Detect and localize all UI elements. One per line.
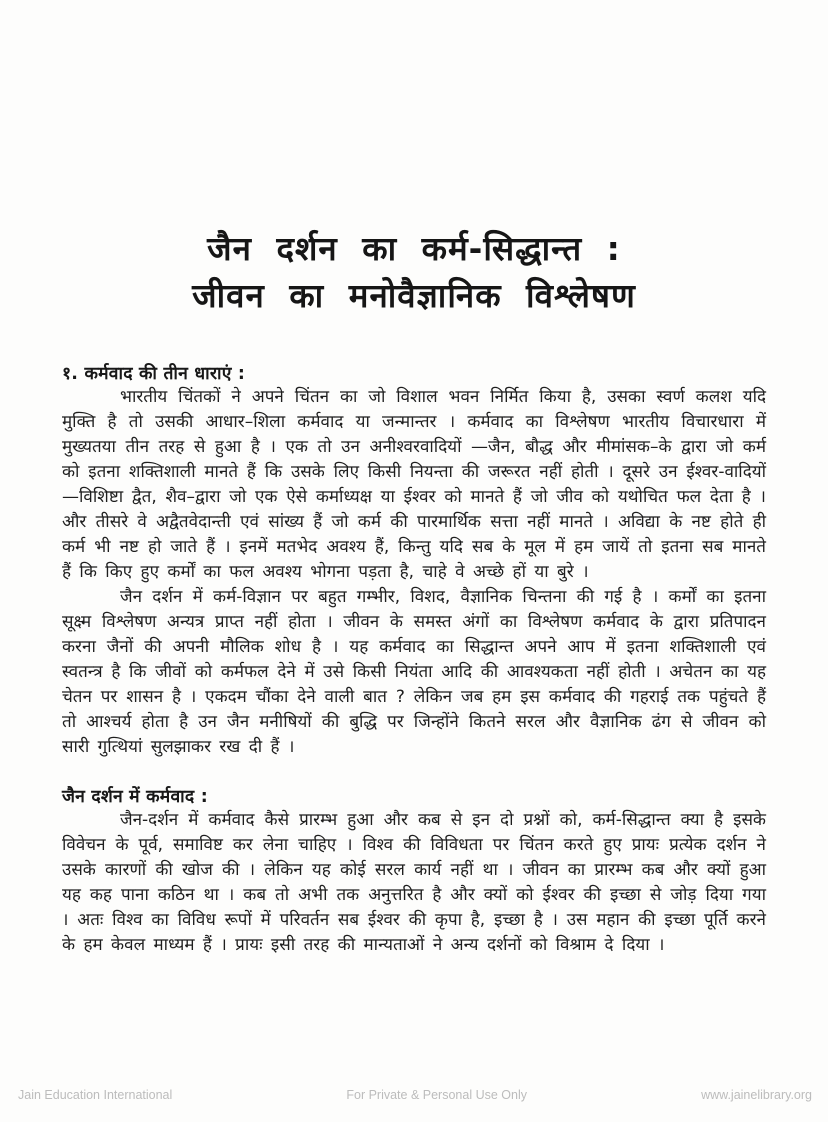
page-title-line-2: जीवन का मनोवैज्ञानिक विश्लेषण [192,276,636,315]
page-title [0,0,828,319]
page-title-line-1: जैन दर्शन का कर्म-सिद्धान्त : [207,229,621,268]
footer-center-text: For Private & Personal Use Only [346,1088,527,1102]
paragraph: जैन दर्शन में कर्म-विज्ञान पर बहुत गम्भीर, विशद, वैज्ञानिक चिन्तना की गई है । कर्मों का इतना सूक्ष्म विश्लेषण अन्यत्र प्राप्त नहीं होता । जीवन के समस्त अंगों का विश्लेषण कर्मवाद के द्वारा प्रतिपादन करना जैनों की अपनी मौलिक शोध है । यह कर्मवाद का सिद्धान्त अपने आप में इतना शक्तिशाली एवं स्वतन्त्र है कि जीवों को कर्मफल देने में उसे किसी नियंता आदि की आवश्यकता नहीं होती । अचेतन का यह चेतन पर शासन है । एकदम चौंका देने वाली बात ? लेकिन जब हम इस कर्मवाद की गहराई तक पहुंचते हैं तो आश्चर्य होता है उन जैन मनीषियों की बुद्धि पर जिन्होंने कितने सरल और वैज्ञानिक ढंग से जीवन को सारी गुत्थियां सुलझाकर रख दी हैं । [62,587,766,757]
paragraph: जैन-दर्शन में कर्मवाद कैसे प्रारम्भ हुआ और कब से इन दो प्रश्नों को, कर्म-सिद्धान्त क्या है इसके विवेचन के पूर्व, समाविष्ट कर लेना चाहिए । विश्व की विविधता पर चिंतन करते हुए प्रायः प्रत्येक दर्शन ने उसके कारणों की खोज की । लेकिन यह कोई सरल कार्य नहीं था । जीवन का प्रारम्भ कब और क्यों हुआ यह कह पाना कठिन था । कब तो अभी तक अनुत्तरित है और क्यों को ईश्वर की इच्छा से जोड़ दिया गया । अतः विश्व का विविध रूपों में परिवर्तन सब ईश्वर की कृपा है, इच्छा है । उस महान की इच्छा पूर्ति करने के हम केवल माध्यम हैं । प्रायः इसी तरह की मान्यताओं ने अन्य दर्शनों को विश्राम दे दिया । [62,810,766,955]
footer-left-text: Jain Education International [18,1088,173,1102]
section-heading-karmavad-teen-dharaen: १. कर्मवाद की तीन धाराएं : [62,364,246,384]
page-footer [0,1088,828,1102]
document-body [62,361,766,958]
paragraph: भारतीय चिंतकों ने अपने चिंतन का जो विशाल भवन निर्मित किया है, उसका स्वर्ण कलश यदि मुक्ति है तो उसकी आधार–शिला कर्मवाद या जन्मान्तर । कर्मवाद का विश्लेषण भारतीय विचारधारा में मुख्यतया तीन तरह से हुआ है । एक तो उन अनीश्वरवादियों —जैन, बौद्ध और मीमांसक–के द्वारा जो कर्म को इतना शक्तिशाली मानते हैं कि उसके लिए किसी नियन्ता की जरूरत नहीं होती । दूसरे उन ईश्वर-वादियों—विशिष्टा द्वैत, शैव–द्वारा जो एक ऐसे कर्माध्यक्ष या ईश्वर को मानते हैं जो जीव को यथोचित फल देता है । और तीसरे वे अद्वैतवेदान्ती एवं सांख्य हैं जो कर्म की पारमार्थिक सत्ता नहीं मानते । अविद्या के नष्ट होते ही कर्म भी नष्ट हो जाते हैं । इनमें मतभेद अवश्य हैं, किन्तु यदि सब के मूल में हम जायें तो इतना सब मानते हैं कि किए हुए कर्मों का फल अवश्य भोगना पड़ता है, चाहे वे अच्छे हों या बुरे । [62,387,766,582]
section-heading-jain-darshan-mein-karmavad: जैन दर्शन में कर्मवाद : [62,787,208,807]
footer-right-text: www.jainelibrary.org [701,1088,812,1102]
